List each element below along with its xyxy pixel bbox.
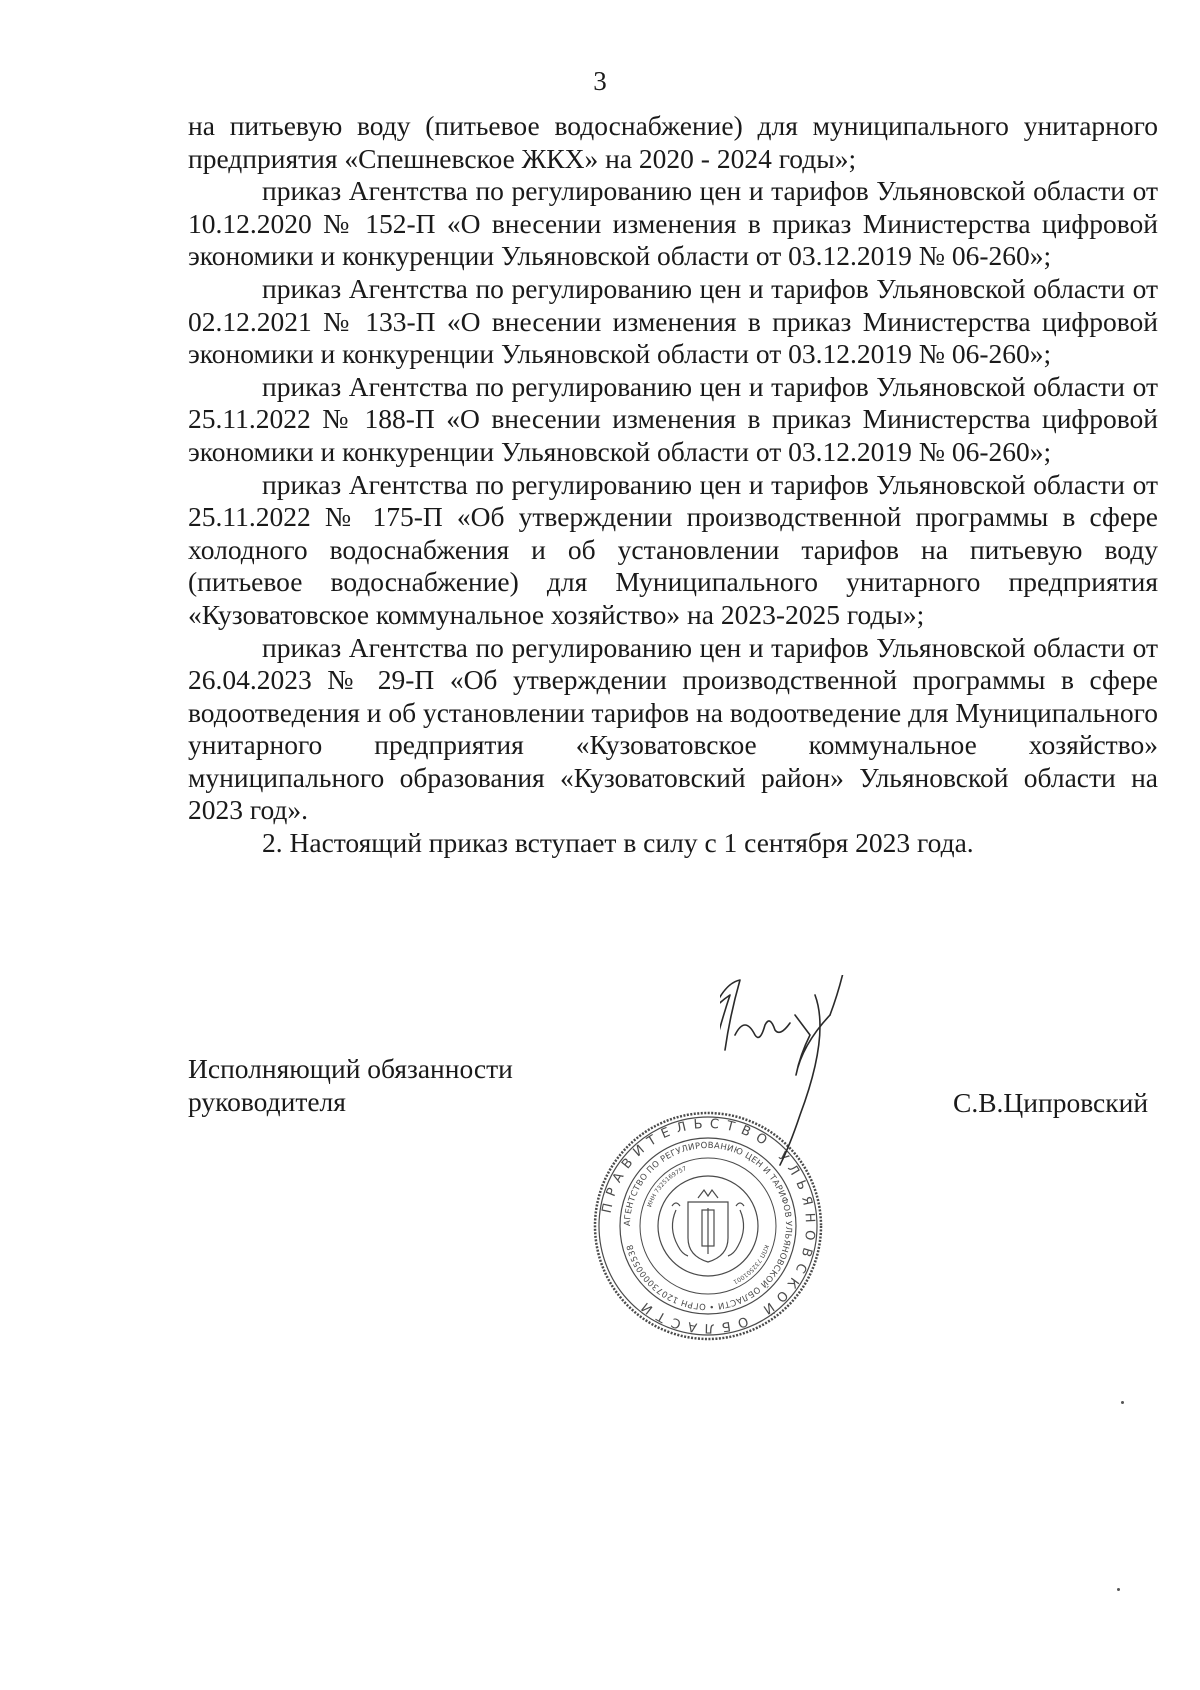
seal-outer-text: ПРАВИТЕЛЬСТВО УЛЬЯНОВСКОЙ ОБЛАСТИ xyxy=(599,1116,818,1336)
document-body xyxy=(188,110,1158,860)
paragraph-order-188: приказ Агентства по регулированию цен и тарифов Ульяновской области от 25.11.2022 № 188-П «О внесении изменения в приказ Министерства цифровой экономики и конкуренции Ульяновской области от 03.12.2019 № 06-260»; xyxy=(188,370,1158,467)
page-number: 3 xyxy=(593,66,607,96)
paragraph-continuation: на питьевую воду (питьевое водоснабжение) для муниципального унитарного предприятия «Спешневское ЖКХ» на 2020 - 2024 годы»; xyxy=(188,110,1158,174)
seal-kpp-text: КПП 732501001 xyxy=(731,1243,770,1286)
signatory-position-line1: Исполняющий обязанности xyxy=(188,1053,513,1084)
signatory-position-line2: руководителя xyxy=(188,1086,346,1117)
paragraph-order-29: приказ Агентства по регулированию цен и тарифов Ульяновской области от 26.04.2023 № 29-П «Об утверждении производственной программы в сфере водоотведения и об установлении тарифов на водоотведение для Муниципального унитарного предприятия «Кузоватовское коммунальное хозяйство» муниципального образования «Кузоватовский район» Ульяновской области на 2023 год». xyxy=(188,631,1158,826)
signatory-name: С.В.Ципровский xyxy=(953,1087,1149,1118)
paragraph-effective-date: 2. Настоящий приказ вступает в силу с 1 сентября 2023 года. xyxy=(262,827,974,859)
scan-speck xyxy=(1117,1588,1120,1591)
handwritten-signature-icon xyxy=(720,975,930,1175)
coat-of-arms-icon xyxy=(672,1190,744,1262)
seal-inner-text: АГЕНТСТВО ПО РЕГУЛИРОВАНИЮ ЦЕН И ТАРИФОВ УЛЬЯНОВСКОЙ ОБЛАСТИ • ОГРН 1207300005538 xyxy=(622,1140,794,1312)
paragraph-order-152: приказ Агентства по регулированию цен и тарифов Ульяновской области от 10.12.2020 № 152-П «О внесении изменения в приказ Министерства цифровой экономики и конкуренции Ульяновской области от 03.12.2019 № 06-260»; xyxy=(188,175,1158,272)
paragraph-order-133: приказ Агентства по регулированию цен и тарифов Ульяновской области от 02.12.2021 № 133-П «О внесении изменения в приказ Министерства цифровой экономики и конкуренции Ульяновской области от 03.12.2019 № 06-260»; xyxy=(188,272,1158,370)
signatory-position xyxy=(188,1052,513,1118)
paragraph-order-175: приказ Агентства по регулированию цен и тарифов Ульяновской области от 25.11.2022 № 175-П «Об утверждении производственной программы в сфере холодного водоснабжения и об установлении тарифов на питьевую воду (питьевое водоснабжение) для Муниципального унитарного предприятия «Кузоватовское коммунальное хозяйство» на 2023-2025 годы»; xyxy=(188,468,1158,630)
scan-speck xyxy=(1121,1401,1124,1404)
seal-inn-text: ИНН 7325169757 xyxy=(646,1165,688,1209)
